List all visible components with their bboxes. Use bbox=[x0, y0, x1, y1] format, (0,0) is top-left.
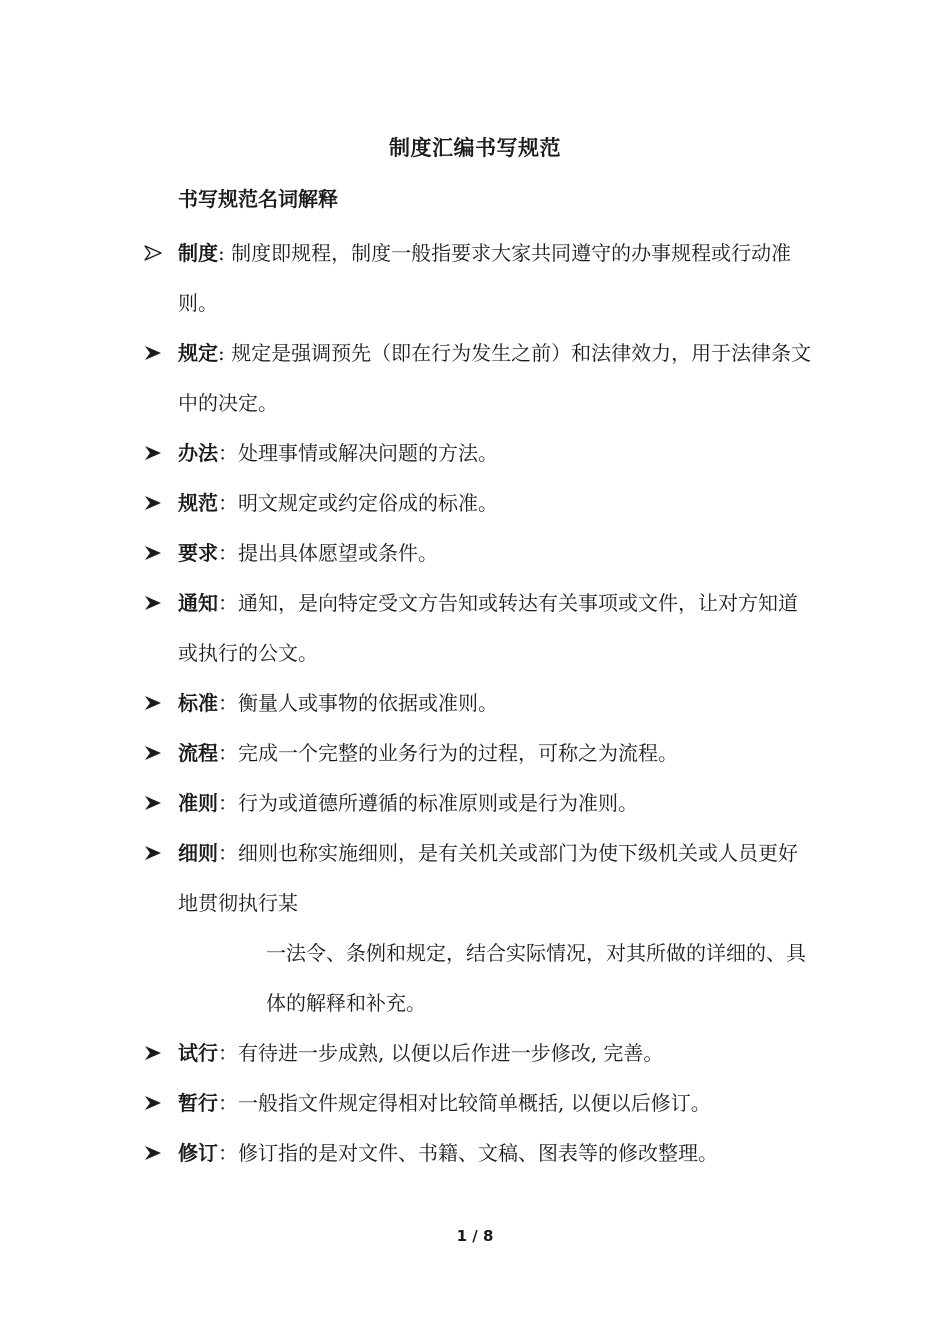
page-number: 1 / 8 bbox=[456, 1227, 494, 1245]
arrow-bullet-icon bbox=[144, 228, 166, 278]
term-definition: 提出具体愿望或条件。 bbox=[238, 541, 438, 565]
term-definition: 一般指文件规定得相对比较简单概括, 以便以后修订。 bbox=[238, 1091, 711, 1115]
term-separator: ： bbox=[218, 741, 238, 765]
term-name: 标准 bbox=[178, 691, 218, 715]
arrow-bullet-icon bbox=[144, 1078, 166, 1128]
term-item bbox=[140, 828, 812, 1028]
term-separator: ： bbox=[218, 1141, 238, 1165]
term-item bbox=[140, 428, 812, 478]
term-definition: 制度即规程，制度一般指要求大家共同遵守的办事规程或行动准则。 bbox=[178, 241, 792, 315]
term-item bbox=[140, 778, 812, 828]
term-item bbox=[140, 228, 812, 328]
term-name: 制度 bbox=[178, 241, 218, 265]
term-separator: ： bbox=[218, 1041, 238, 1065]
term-definition: 行为或道德所遵循的标准原则或是行为准则。 bbox=[238, 791, 638, 815]
term-item bbox=[140, 678, 812, 728]
arrow-bullet-icon bbox=[144, 328, 166, 378]
term-definition-continued: 一法令、条例和规定，结合实际情况，对其所做的详细的、具体的解释和补充。 bbox=[266, 941, 806, 1015]
term-item bbox=[140, 728, 812, 778]
term-definition: 有待进一步成熟, 以便以后作进一步修改, 完善。 bbox=[238, 1041, 664, 1065]
term-name: 试行 bbox=[178, 1041, 218, 1065]
term-definition: 规定是强调预先（即在行为发生之前）和法律效力，用于法律条文中的决定。 bbox=[178, 341, 812, 415]
arrow-bullet-icon bbox=[144, 1128, 166, 1178]
term-list bbox=[140, 228, 812, 1178]
term-separator: ： bbox=[218, 591, 238, 615]
term-definition: 修订指的是对文件、书籍、文稿、图表等的修改整理。 bbox=[238, 1141, 718, 1165]
term-item bbox=[140, 1028, 812, 1078]
term-name: 暂行 bbox=[178, 1091, 218, 1115]
term-definition: 明文规定或约定俗成的标准。 bbox=[238, 491, 498, 515]
arrow-bullet-icon bbox=[144, 578, 166, 628]
term-separator: ： bbox=[218, 791, 238, 815]
arrow-bullet-icon bbox=[144, 828, 166, 878]
term-definition: 处理事情或解决问题的方法。 bbox=[238, 441, 498, 465]
document-title: 制度汇编书写规范 bbox=[389, 136, 561, 160]
term-item bbox=[140, 1078, 812, 1128]
arrow-bullet-icon bbox=[144, 678, 166, 728]
term-separator: ： bbox=[218, 541, 238, 565]
term-name: 准则 bbox=[178, 791, 218, 815]
term-separator: ： bbox=[218, 1091, 238, 1115]
term-separator: ： bbox=[218, 441, 238, 465]
arrow-bullet-icon bbox=[144, 728, 166, 778]
term-item bbox=[140, 528, 812, 578]
term-name: 规范 bbox=[178, 491, 218, 515]
term-name: 修订 bbox=[178, 1141, 218, 1165]
term-item bbox=[140, 578, 812, 678]
arrow-bullet-icon bbox=[144, 778, 166, 828]
term-item bbox=[140, 1128, 812, 1178]
term-separator: : bbox=[218, 341, 232, 365]
term-name: 通知 bbox=[178, 591, 218, 615]
term-definition: 衡量人或事物的依据或准则。 bbox=[238, 691, 498, 715]
term-definition: 细则也称实施细则，是有关机关或部门为使下级机关或人员更好地贯彻执行某 bbox=[178, 841, 798, 915]
term-name: 流程 bbox=[178, 741, 218, 765]
section-heading: 书写规范名词解释 bbox=[178, 187, 338, 211]
term-separator: ： bbox=[218, 691, 238, 715]
term-item bbox=[140, 328, 812, 428]
arrow-bullet-icon bbox=[144, 1028, 166, 1078]
term-definition: 完成一个完整的业务行为的过程，可称之为流程。 bbox=[238, 741, 678, 765]
arrow-bullet-icon bbox=[144, 528, 166, 578]
term-name: 规定 bbox=[178, 341, 218, 365]
term-name: 细则 bbox=[178, 841, 218, 865]
term-name: 办法 bbox=[178, 441, 218, 465]
term-separator: : bbox=[218, 241, 232, 265]
term-separator: ： bbox=[218, 841, 238, 865]
term-name: 要求 bbox=[178, 541, 218, 565]
term-item bbox=[140, 478, 812, 528]
term-separator: ： bbox=[218, 491, 238, 515]
arrow-bullet-icon bbox=[144, 478, 166, 528]
term-definition: 通知，是向特定受文方告知或转达有关事项或文件，让对方知道或执行的公文。 bbox=[178, 591, 798, 665]
arrow-bullet-icon bbox=[144, 428, 166, 478]
